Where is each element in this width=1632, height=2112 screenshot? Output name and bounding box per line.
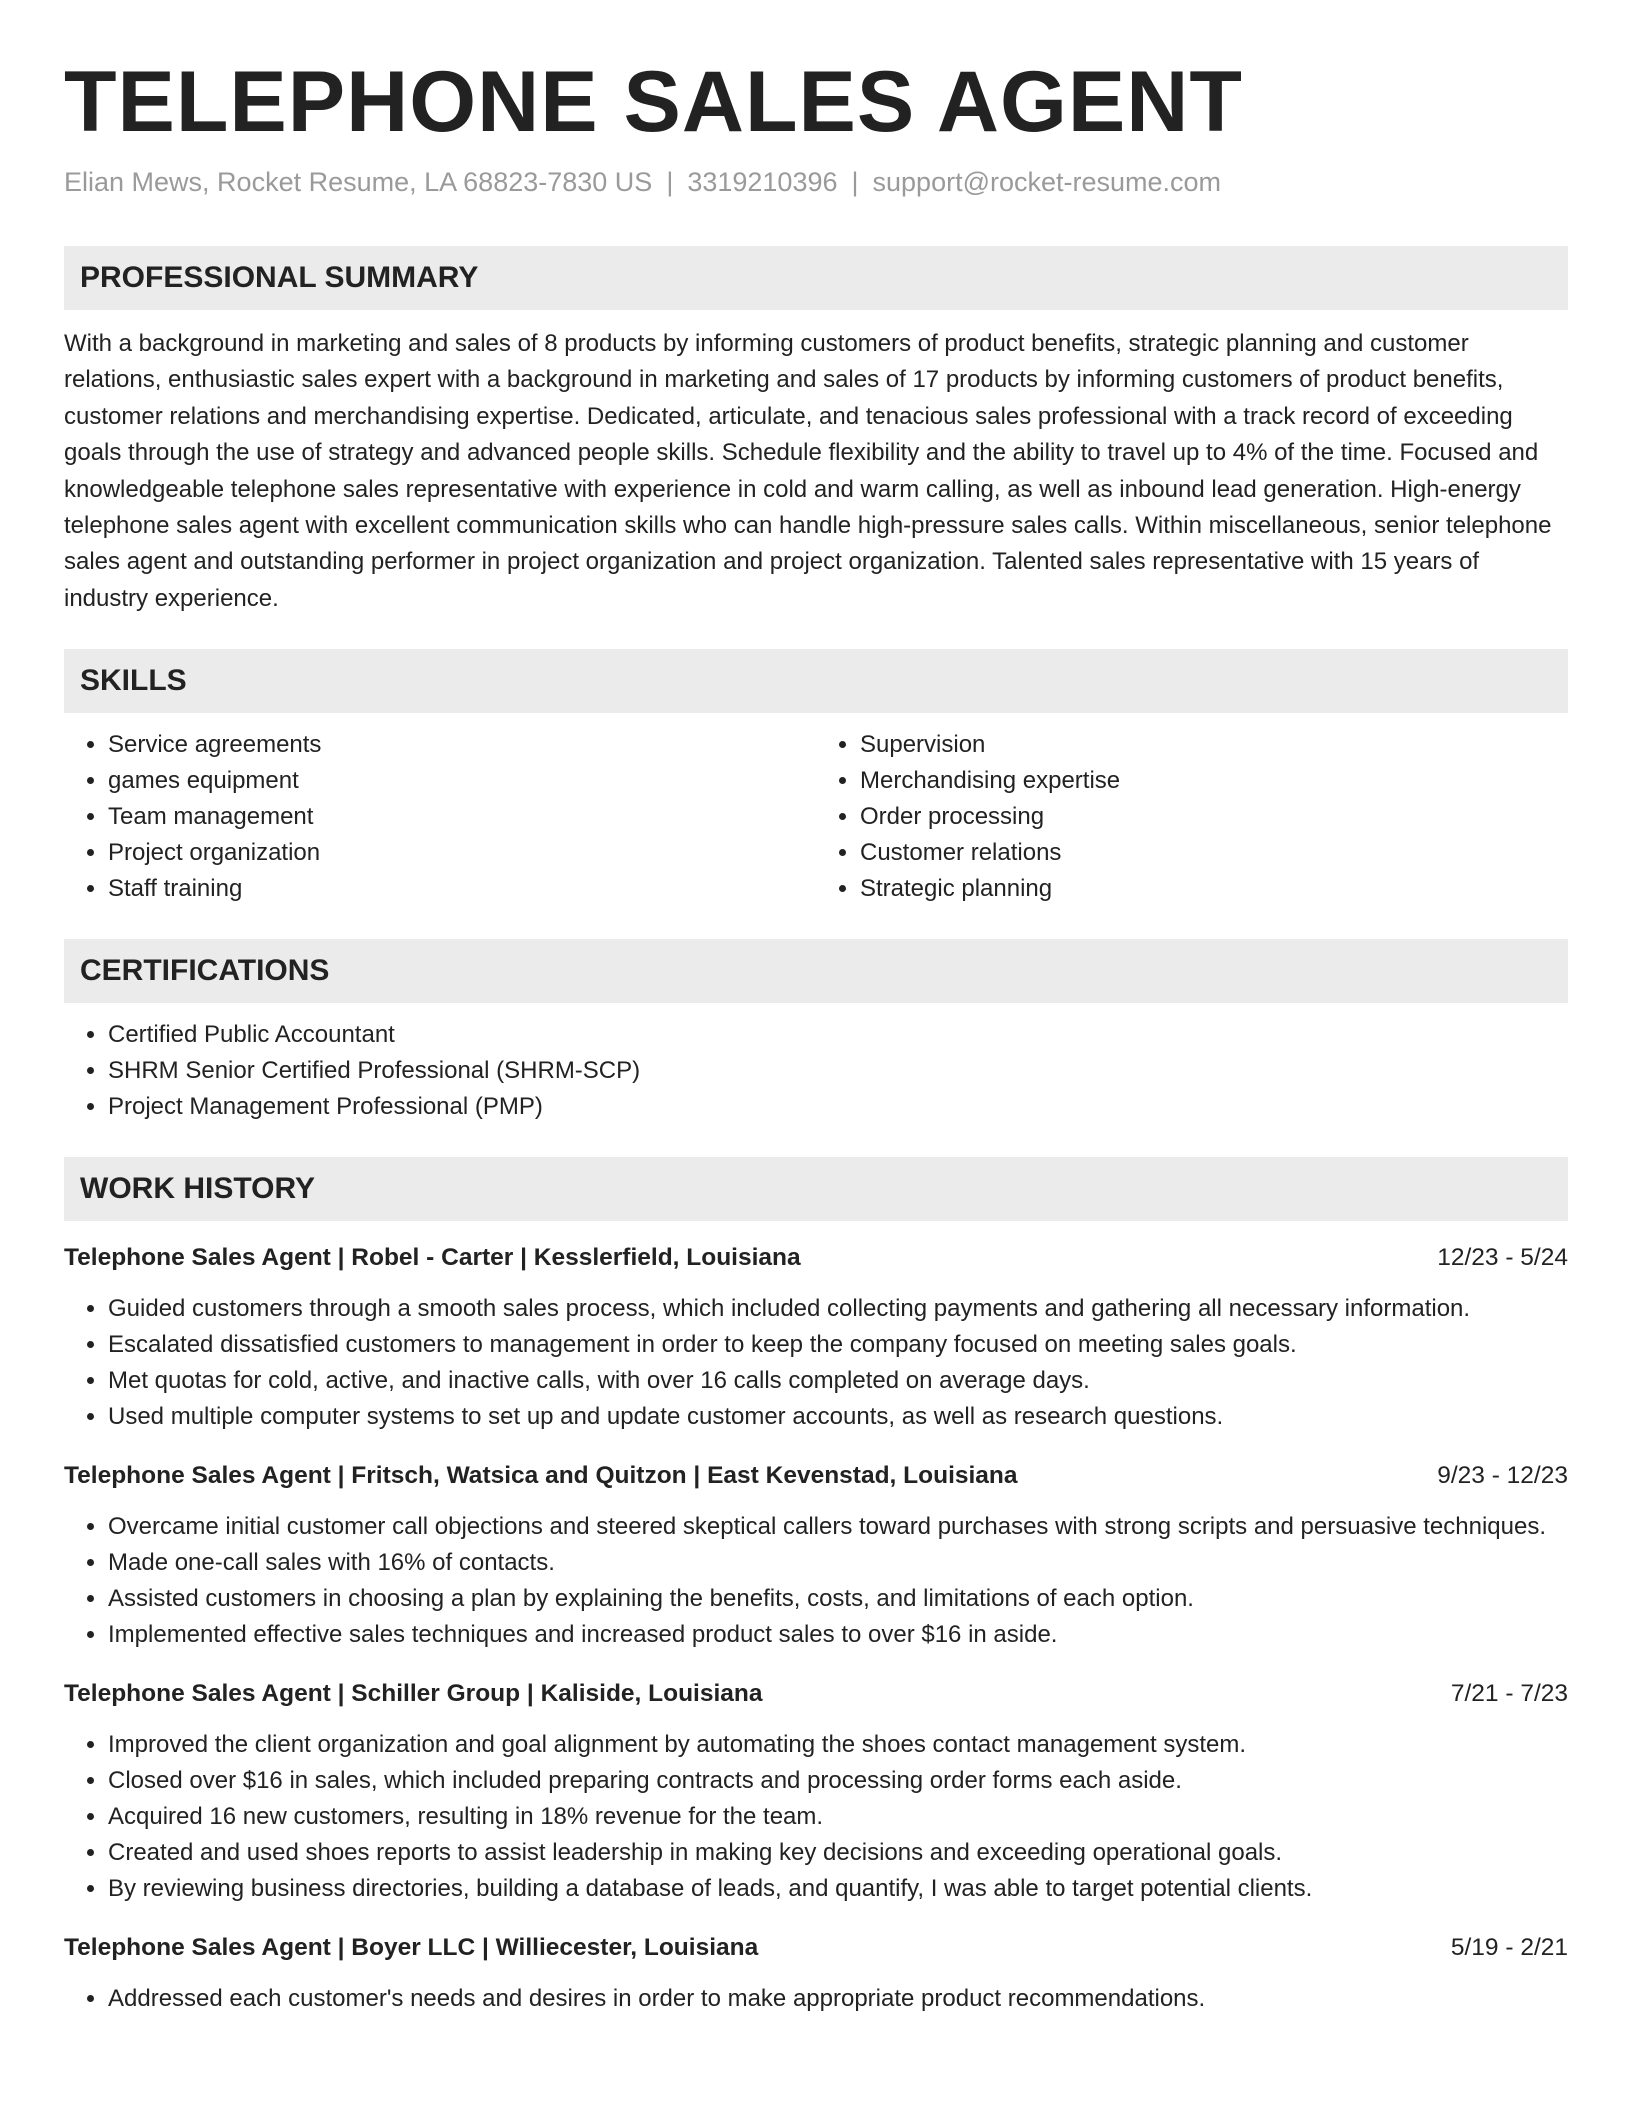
summary-section-title: PROFESSIONAL SUMMARY: [80, 261, 479, 294]
certification-item: • Certified Public Accountant: [108, 1017, 1568, 1053]
certifications-section-title: CERTIFICATIONS: [80, 954, 330, 988]
skill-item: • Team management: [108, 799, 816, 835]
skills-section-header: [64, 649, 1568, 713]
job-bullet: • By reviewing business directories, building a database of leads, and quantify, I was able to target potential clients.: [108, 1871, 1568, 1907]
contact-line: [64, 164, 1568, 200]
job-bullet: • Guided customers through a smooth sales process, which included collecting payments and gathering all necessary information.: [108, 1291, 1568, 1327]
job-bullet: • Acquired 16 new customers, resulting in 18% revenue for the team.: [108, 1799, 1568, 1835]
job-dates: 5/19 - 2/21: [1450, 1934, 1568, 1962]
job-header: [64, 1459, 1568, 1493]
skill-item: • Strategic planning: [860, 871, 1568, 907]
skill-item: • Order processing: [860, 799, 1568, 835]
job-bullet: • Escalated dissatisfied customers to management in order to keep the company focused on meeting sales goals.: [108, 1327, 1568, 1363]
contact-separator: |: [851, 167, 859, 197]
job-title: Telephone Sales Agent | Boyer LLC | Williecester, Louisiana: [64, 1934, 759, 1962]
job-bullet: • Made one-call sales with 16% of contacts.: [108, 1545, 1568, 1581]
job-header: [64, 1677, 1568, 1711]
job-bullet: • Used multiple computer systems to set up and update customer accounts, as well as research questions.: [108, 1399, 1568, 1435]
skill-item: • games equipment: [108, 763, 816, 799]
job-bullet: • Implemented effective sales techniques and increased product sales to over $16 in aside.: [108, 1617, 1568, 1653]
skill-item: • Staff training: [108, 871, 816, 907]
certifications-section-header: [64, 939, 1568, 1003]
certifications-list: [64, 1017, 1568, 1125]
job-dates: 12/23 - 5/24: [1437, 1244, 1568, 1272]
contact-separator: |: [666, 167, 674, 197]
job-entry: [64, 1677, 1568, 1907]
skill-item: • Supervision: [860, 727, 1568, 763]
job-bullet: • Overcame initial customer call objections and steered skeptical callers toward purchases with strong scripts and persuasive techniques.: [108, 1509, 1568, 1545]
job-bullet: • Assisted customers in choosing a plan by explaining the benefits, costs, and limitations of each option.: [108, 1581, 1568, 1617]
contact-email: support@rocket-resume.com: [872, 167, 1222, 197]
skills-grid: [64, 713, 1568, 907]
job-bullets: [64, 1291, 1568, 1435]
skill-item: • Merchandising expertise: [860, 763, 1568, 799]
job-entry: [64, 1459, 1568, 1653]
skills-list-left: [64, 727, 816, 907]
work-section-title: WORK HISTORY: [80, 1172, 316, 1206]
job-bullet: • Met quotas for cold, active, and inactive calls, with over 16 calls completed on average days.: [108, 1363, 1568, 1399]
resume-title: TELEPHONE SALES AGENT: [64, 54, 1243, 150]
job-bullet: • Closed over $16 in sales, which included preparing contracts and processing order forms each aside.: [108, 1763, 1568, 1799]
work-section-header: [64, 1157, 1568, 1221]
contact-phone: 3319210396: [687, 167, 838, 197]
skills-list-right: [816, 727, 1568, 907]
job-dates: 7/21 - 7/23: [1450, 1680, 1568, 1708]
job-title: Telephone Sales Agent | Fritsch, Watsica and Quitzon | East Kevenstad, Louisiana: [64, 1462, 1018, 1490]
contact-address: Elian Mews, Rocket Resume, LA 68823-7830 US: [64, 167, 653, 197]
job-header: [64, 1241, 1568, 1275]
summary-text: With a background in marketing and sales of 8 products by informing customers of product benefits, strategic planning and customer relations, enthusiastic sales expert with a background in marketing and sales of 17 products by informing customers of product benefits, customer relations and merchandising expertise. Dedicated, articulate, and tenacious sales professional with a track record of exceeding goals through the use of strategy and advanced people skills. Schedule flexibility and the ability to travel up to 4% of the time. Focused and knowledgeable telephone sales representative with experience in cold and warm calling, as well as inbound lead generation. High-energy telephone sales agent with excellent communication skills who can handle high-pressure sales calls. Within miscellaneous, senior telephone sales agent and outstanding performer in project organization and project organization. Talented sales representative with 15 years of industry experience.: [64, 330, 1552, 612]
skill-item: • Project organization: [108, 835, 816, 871]
job-bullet: • Addressed each customer's needs and desires in order to make appropriate product recommendations.: [108, 1981, 1568, 2017]
certification-item: • SHRM Senior Certified Professional (SHRM-SCP): [108, 1053, 1568, 1089]
job-dates: 9/23 - 12/23: [1437, 1462, 1568, 1490]
job-entry: [64, 1931, 1568, 2017]
skill-item: • Customer relations: [860, 835, 1568, 871]
job-bullet: • Created and used shoes reports to assist leadership in making key decisions and exceeding operational goals.: [108, 1835, 1568, 1871]
job-title: Telephone Sales Agent | Schiller Group | Kaliside, Louisiana: [64, 1680, 763, 1708]
job-bullets: [64, 1509, 1568, 1653]
skills-section-title: SKILLS: [80, 664, 187, 698]
job-bullets: [64, 1727, 1568, 1907]
job-entry: [64, 1241, 1568, 1435]
certification-item: • Project Management Professional (PMP): [108, 1089, 1568, 1125]
job-bullet: • Improved the client organization and goal alignment by automating the shoes contact management system.: [108, 1727, 1568, 1763]
summary-section-header: [64, 246, 1568, 310]
job-header: [64, 1931, 1568, 1965]
job-title: Telephone Sales Agent | Robel - Carter | Kesslerfield, Louisiana: [64, 1244, 801, 1272]
job-bullets: [64, 1981, 1568, 2017]
skill-item: • Service agreements: [108, 727, 816, 763]
